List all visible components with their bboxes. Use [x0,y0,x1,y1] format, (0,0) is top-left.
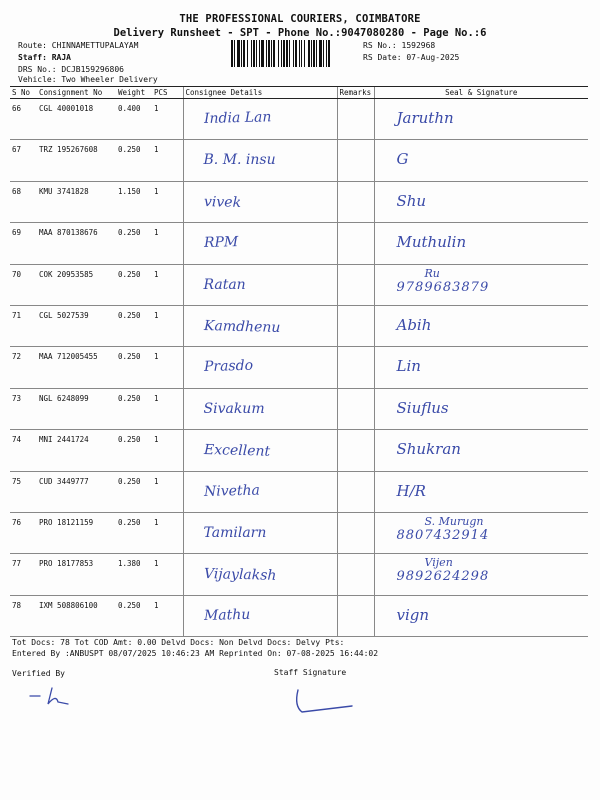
col-header-signature: Seal & Signature [374,87,588,99]
row-signature-cell [374,388,588,429]
row-remarks [337,512,374,553]
row-remarks [337,471,374,512]
col-header-pcs: PCS [152,87,183,99]
table-row [10,554,588,595]
signature-handwriting: Siuflus [396,398,449,417]
row-weight: 0.250 [116,305,152,346]
consignee-handwriting: vivek [203,193,241,211]
col-header-weight: Weight [116,87,152,99]
row-pcs: 1 [152,471,183,512]
row-remarks [337,595,374,636]
table-row [10,140,588,181]
row-remarks [337,347,374,388]
table-row [10,305,588,346]
signature-handwriting: vign [396,605,430,624]
table-row [10,181,588,222]
row-signature-cell [374,512,588,553]
row-signature-cell [374,554,588,595]
table-row [10,388,588,429]
signature-handwriting: S. Murugn [424,514,484,528]
signature-handwriting: Ru [424,266,440,280]
row-sno: 68 [10,181,37,222]
row-pcs: 1 [152,140,183,181]
row-consignment-no: MAA 712005455 [37,347,116,388]
totals-line: Tot Docs: 78 Tot COD Amt: 0.00 Delvd Docs: Non Delvd Docs: Delvy Pts: [12,638,345,647]
row-sno: 71 [10,305,37,346]
row-consignment-no: IXM 508806100 [37,595,116,636]
signature-phone-handwriting: 8807432914 [396,527,490,543]
row-pcs: 1 [152,99,183,140]
drs-number: DRS No.: DCJB159296806 [18,65,124,74]
row-consignee-cell [183,140,337,181]
row-sno: 66 [10,99,37,140]
row-consignee-cell [183,430,337,471]
row-signature-cell [374,140,588,181]
row-sno: 74 [10,430,37,471]
row-weight: 0.250 [116,595,152,636]
row-consignment-no: PRO 18121159 [37,512,116,553]
row-sno: 77 [10,554,37,595]
row-remarks [337,99,374,140]
row-signature-cell [374,223,588,264]
row-pcs: 1 [152,264,183,305]
signature-handwriting: Muthulin [396,233,467,252]
row-weight: 0.250 [116,264,152,305]
row-signature-cell [374,430,588,471]
row-consignee-cell [183,595,337,636]
row-consignment-no: PRO 18177853 [37,554,116,595]
row-sno: 78 [10,595,37,636]
signature-phone-handwriting: 9892624298 [396,569,490,585]
row-pcs: 1 [152,554,183,595]
row-weight: 0.250 [116,347,152,388]
row-signature-cell [374,99,588,140]
consignee-handwriting: Kamdhenu [203,317,281,336]
table-row [10,99,588,140]
consignee-handwriting: India Lan [203,109,272,127]
col-header-remarks: Remarks [337,87,374,99]
signature-handwriting: H/R [396,481,426,500]
company-title: THE PROFESSIONAL COURIERS, COIMBATORE [179,13,421,25]
signature-handwriting: Vijen [424,556,453,570]
row-weight: 0.250 [116,388,152,429]
row-consignment-no: KMU 3741828 [37,181,116,222]
consignee-handwriting: Sivakum [203,400,265,417]
row-signature-cell [374,471,588,512]
row-weight: 0.250 [116,223,152,264]
row-weight: 0.250 [116,512,152,553]
row-weight: 0.400 [116,99,152,140]
row-consignee-cell [183,305,337,346]
col-header-consignment: Consignment No [37,87,116,99]
row-consignment-no: CGL 40001018 [37,99,116,140]
row-signature-cell [374,595,588,636]
row-consignment-no: MNI 2441724 [37,430,116,471]
row-remarks [337,430,374,471]
delivery-table [10,86,588,637]
row-consignee-cell [183,554,337,595]
row-remarks [337,264,374,305]
row-pcs: 1 [152,305,183,346]
row-remarks [337,181,374,222]
row-consignment-no: CUD 3449777 [37,471,116,512]
row-signature-cell [374,181,588,222]
signature-handwriting: Abih [396,315,432,334]
row-consignment-no: COK 20953585 [37,264,116,305]
row-consignee-cell [183,388,337,429]
row-weight: 1.150 [116,181,152,222]
row-sno: 72 [10,347,37,388]
row-consignee-cell [183,223,337,264]
col-header-sno: S No [10,87,37,99]
row-consignment-no: CGL 5027539 [37,305,116,346]
table-row [10,471,588,512]
entered-by-line: Entered By :ANBUSPT 08/07/2025 10:46:23 AM Reprinted On: 07-08-2025 16:44:02 [12,649,379,658]
runsheet-subtitle: Delivery Runsheet - SPT - Phone No.:9047080280 - Page No.:6 [113,27,487,39]
row-consignment-no: NGL 6248099 [37,388,116,429]
row-pcs: 1 [152,595,183,636]
consignee-handwriting: RPM [203,234,238,252]
row-remarks [337,305,374,346]
row-pcs: 1 [152,347,183,388]
consignee-handwriting: Ratan [203,276,246,293]
row-remarks [337,554,374,595]
table-row [10,347,588,388]
table-header-row [10,87,588,99]
table-row [10,512,588,553]
staff-signature-icon [288,686,358,716]
route-text: Route: CHINNAMETTUPALAYAM [18,41,139,50]
row-pcs: 1 [152,181,183,222]
row-pcs: 1 [152,430,183,471]
vehicle-text: Vehicle: Two Wheeler Delivery [18,75,158,84]
row-consignee-cell [183,99,337,140]
row-consignee-cell [183,471,337,512]
row-consignment-no: TRZ 195267608 [37,140,116,181]
signature-phone-handwriting: 9789683879 [396,279,490,295]
barcode-icon [231,40,359,67]
row-sno: 73 [10,388,37,429]
row-sno: 76 [10,512,37,553]
row-remarks [337,388,374,429]
row-signature-cell [374,347,588,388]
table-row [10,264,588,305]
row-consignment-no: MAA 870138676 [37,223,116,264]
row-pcs: 1 [152,512,183,553]
signature-handwriting: Shukran [396,440,461,459]
row-signature-cell [374,264,588,305]
rs-date: RS Date: 07-Aug-2025 [363,53,460,62]
row-sno: 67 [10,140,37,181]
verified-signature-icon [28,684,73,709]
consignee-handwriting: Nivetha [203,482,260,500]
table-row [10,223,588,264]
table-row [10,430,588,471]
consignee-handwriting: Prasdo [203,358,253,376]
row-consignee-cell [183,264,337,305]
row-weight: 0.250 [116,430,152,471]
consignee-handwriting: Tamilarn [203,524,267,541]
signature-handwriting: Jaruthn [396,109,454,127]
signature-handwriting: Lin [396,357,421,376]
consignee-handwriting: Vijaylaksh [203,566,277,585]
row-weight: 0.250 [116,140,152,181]
row-consignee-cell [183,181,337,222]
staff-text: Staff: RAJA [18,53,71,62]
signature-handwriting: Shu [396,191,427,210]
row-remarks [337,140,374,181]
row-sno: 70 [10,264,37,305]
rs-number: RS No.: 1592968 [363,41,436,50]
row-signature-cell [374,305,588,346]
row-consignee-cell [183,512,337,553]
row-pcs: 1 [152,388,183,429]
consignee-handwriting: Excellent [203,442,270,460]
consignee-handwriting: Mathu [203,606,251,624]
row-weight: 0.250 [116,471,152,512]
table-row [10,595,588,636]
row-sno: 69 [10,223,37,264]
consignee-handwriting: B. M. insu [203,152,276,169]
row-remarks [337,223,374,264]
verified-by-label: Verified By [12,669,65,678]
col-header-consignee: Consignee Details [183,87,337,99]
row-sno: 75 [10,471,37,512]
row-weight: 1.380 [116,554,152,595]
row-consignee-cell [183,347,337,388]
staff-signature-label: Staff Signature [274,668,347,677]
row-pcs: 1 [152,223,183,264]
signature-handwriting: G [396,150,409,169]
